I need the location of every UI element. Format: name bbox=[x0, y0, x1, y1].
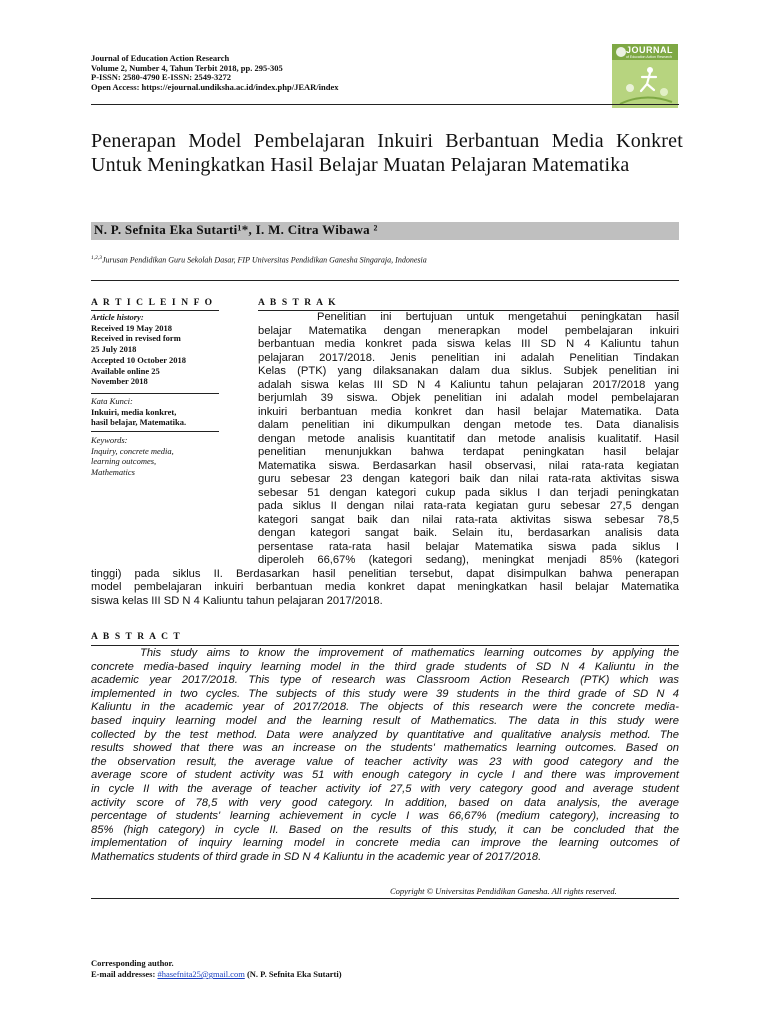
kata-kunci-label: Kata Kunci: bbox=[91, 396, 133, 406]
footer-divider bbox=[91, 898, 679, 899]
abstrak-line: dengan kategori sangat baik. Selain itu, berdasarkan analisis data bbox=[258, 527, 679, 539]
abstract-line: 85% (high category) in cycle II. Based on the results of this study, it can be concluded that the bbox=[91, 823, 679, 836]
abstrak-line: pelajaran 2017/2018. Jenis penelitian ini adalah Penelitian Tindakan bbox=[258, 351, 679, 364]
abstrak-line: berjumlah 39 siswa. Objek penelitian ini adalah model pembelajaran bbox=[258, 392, 679, 404]
kata-kunci-item: Inkuiri, media konkret, bbox=[91, 406, 177, 417]
abstrak-line: siswa kelas III SD N 4 Kaliuntu tahun pelajaran 2017/2018. bbox=[91, 594, 383, 607]
abstract-heading: A B S T R A C T bbox=[91, 632, 182, 642]
abstrak-line: Matematika siswa. Berdasarkan hasil observasi, nilai rata-rata kegiatan bbox=[258, 459, 679, 472]
affiliation bbox=[91, 255, 427, 265]
abstract-line: implementation of inquiry learning model in concrete media can improve the learning outcomes of bbox=[91, 837, 679, 850]
header-divider bbox=[91, 104, 679, 105]
abstrak-line: diperoleh 66,67% (kategori sedang), meningkat menjadi 85% (kategori bbox=[258, 554, 679, 566]
affiliation-text: Jurusan Pendidikan Guru Sekolah Dasar, FIP Universitas Pendidikan Ganesha Singaraja, Indonesia bbox=[102, 255, 427, 265]
history-item: Accepted 10 October 2018 bbox=[91, 354, 186, 365]
journal-open-access: Open Access: https://ejournal.undiksha.ac.id/index.php/JEAR/index bbox=[91, 81, 339, 92]
abstrak-line: persentase rata-rata hasil belajar Matematika siswa pada siklus I bbox=[258, 540, 679, 553]
article-history bbox=[91, 312, 219, 387]
history-item: 25 July 2018 bbox=[91, 344, 137, 355]
keyword-item: learning outcomes, bbox=[91, 456, 157, 467]
abstract-line: concrete media-based inquiry learning model in the third grade students of SD N 4 Kaliuntu in the bbox=[91, 660, 679, 673]
abstract-line: collected by the test method. Data were analyzed by quantitative and qualitative analysis method. The bbox=[91, 728, 679, 741]
article-info-heading: A R T I C L E I N F O bbox=[91, 298, 214, 308]
abstrak-line: dalam penelitian ini dikumpulkan dengan metode tes. Data dianalisis bbox=[258, 419, 679, 431]
abstract-line: activity score of 78,5 with very good category. In addition, based on data analysis, the average bbox=[91, 796, 679, 809]
kata-kunci-block bbox=[91, 396, 219, 428]
abstract-line: academic year 2017/2018. This type of research was Classroom Action Research (PTK) which was bbox=[91, 674, 679, 687]
abstrak-line: pada siklus II dengan nilai rata-rata kegiatan guru sebesar 27,5 dengan bbox=[258, 500, 679, 512]
abstrak-line: penelitian menunjukkan bahwa terdapat peningkatan hasil belajar bbox=[258, 446, 679, 458]
kata-kunci-item: hasil belajar, Matematika. bbox=[91, 417, 187, 428]
abstrak-line: belajar Matematika dengan menerapkan model pembelajaran inkuiri bbox=[258, 324, 679, 337]
cover-figure-icon bbox=[612, 44, 678, 108]
abstrak-heading: A B S T R A K bbox=[258, 298, 338, 308]
affiliation-divider bbox=[91, 280, 679, 281]
journal-cover-logo bbox=[612, 44, 678, 108]
email-line bbox=[91, 969, 342, 979]
abstrak-line: Kelas (PTK) yang dilaksanakan dalam dua siklus. Subjek penelitian ini bbox=[258, 365, 679, 377]
abstrak-line: Penelitian ini bertujuan untuk mengetahui peningkatan hasil bbox=[317, 311, 679, 323]
abstract-line: in cycle II with the average of teacher activity iof 27,5 with very category good and average student bbox=[91, 783, 679, 795]
abstrak-line: guru sebesar 23 dengan kategori baik dan nilai rata-rata aktivitas siswa bbox=[258, 473, 679, 485]
author-bar bbox=[91, 222, 679, 240]
cover-word: JOURNAL bbox=[626, 45, 674, 55]
abstrak-line: kategori sangat baik dan nilai rata-rata aktivitas siswa sebesar 78,5 bbox=[258, 513, 679, 526]
article-info-rule bbox=[91, 310, 219, 311]
author-names: N. P. Sefnita Eka Sutarti¹*, I. M. Citra Wibawa ² bbox=[94, 222, 378, 237]
history-heading: Article history: bbox=[91, 312, 144, 322]
abstrak-line: dengan metode analisis kuantitatif dan metode analisis kualitatif. Hasil bbox=[258, 432, 679, 445]
keywords-label: Keywords: bbox=[91, 435, 128, 445]
journal-name: Journal of Education Action Research bbox=[91, 53, 230, 63]
keyword-item: Inquiry, concrete media, bbox=[91, 445, 174, 456]
email-label: E-mail addresses: bbox=[91, 969, 156, 979]
abstract-line: based inquiry learning model and the learning result of Mathematics. The data in this study were bbox=[91, 715, 679, 727]
abstract-line: This study aims to know the improvement of mathematics learning outcomes by applying the bbox=[140, 647, 679, 659]
paper-title: Penerapan Model Pembelajaran Inkuiri Berbantuan Media Konkret Untuk Meningkatkan Hasil Belajar Muatan Pelajaran Matematika bbox=[91, 130, 683, 176]
abstract-line: results showed that there was an increase on the students' mathematics learning outcomes. Based on bbox=[91, 742, 679, 755]
cover-subtitle: of Education Action Research bbox=[626, 55, 672, 59]
journal-issn: P-ISSN: 2580-4790 E-ISSN: 2549-3272 bbox=[91, 72, 232, 83]
abstrak-line: model pembelajaran inkuiri berbantuan media konkret dapat meningkatkan hasil belajar Matematika bbox=[91, 581, 679, 593]
abstract-rule bbox=[91, 645, 679, 646]
history-item: Received in revised form bbox=[91, 333, 181, 344]
abstrak-line: tinggi) pada siklus II. Berdasarkan hasil penelitian tersebut, dapat disimpulkan bahwa penerapan bbox=[91, 567, 679, 580]
history-item: November 2018 bbox=[91, 376, 148, 387]
journal-volume: Volume 2, Number 4, Tahun Terbit 2018, pp. 295-305 bbox=[91, 62, 283, 73]
email-link[interactable]: #hasefnita25@gmail.com bbox=[157, 969, 245, 979]
keywords-block bbox=[91, 435, 219, 478]
abstrak-line: sebesar 51 dengan kategori cukup pada siklus I dan terjadi peningkatan bbox=[258, 486, 679, 499]
abstract-line: implemented in two cycles. The subjects of this study were 39 students in the third grade of SD N 4 bbox=[91, 687, 679, 700]
abstract-line: the observation result, the average value of teacher activity was 23 with good category and the bbox=[91, 755, 679, 768]
abstract-line: average score of student activity was 51 with enough category in cycle I and there was improvement bbox=[91, 769, 679, 782]
abstrak-line: adalah siswa kelas III SD N 4 Kaliuntu tahun pelajaran 2017/2018 yang bbox=[258, 378, 679, 391]
journal-header bbox=[91, 54, 511, 92]
abstract-line: Kaliuntu in the academic year of 2017/2018. The objects of this research were the concrete media- bbox=[91, 701, 679, 714]
corresponding-author-label: Corresponding author. bbox=[91, 958, 174, 968]
email-owner: (N. P. Sefnita Eka Sutarti) bbox=[246, 969, 342, 979]
history-item: Received 19 May 2018 bbox=[91, 322, 172, 333]
abstract-line: percentage of students' learning achievement in cycle I was 66,67% (medium category), increasing to bbox=[91, 810, 679, 823]
history-item: Available online 25 bbox=[91, 365, 160, 376]
abstract-line: Mathematics students of third grade in SD N 4 Kaliuntu in the academic year of 2017/2018. bbox=[91, 851, 542, 863]
keyword-item: Mathematics bbox=[91, 467, 135, 478]
abstrak-line: inkuiri berbantuan media konkret dan hasil belajar Matematika. Data bbox=[258, 405, 679, 418]
copyright-notice: Copyright © Universitas Pendidikan Ganesha. All rights reserved. bbox=[390, 886, 617, 896]
article-info-divider bbox=[91, 393, 219, 394]
keywords-divider bbox=[91, 431, 219, 432]
abstrak-line: berbantuan media konkret pada siswa kelas III SD N 4 Kaliuntu tahun bbox=[258, 338, 679, 350]
affiliation-marks: 1,2,3 bbox=[91, 255, 102, 261]
